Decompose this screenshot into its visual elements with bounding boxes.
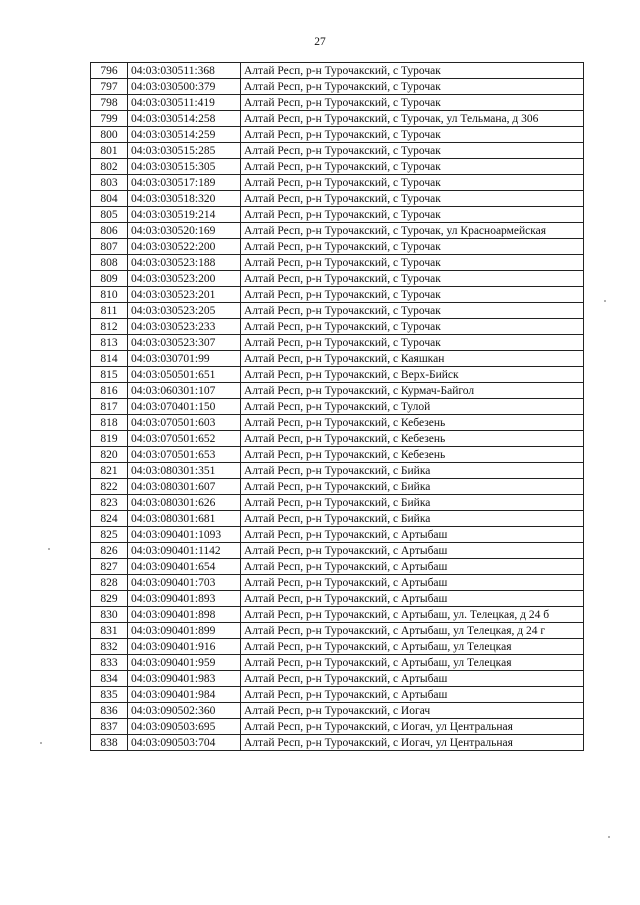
- row-number-cell: 808: [91, 255, 128, 271]
- address-cell: Алтай Респ, р-н Турочакский, с Турочак: [241, 79, 584, 95]
- scan-speck: [608, 836, 610, 838]
- address-cell: Алтай Респ, р-н Турочакский, с Турочак: [241, 303, 584, 319]
- row-number-cell: 803: [91, 175, 128, 191]
- table-row: [91, 735, 584, 751]
- address-cell: Алтай Респ, р-н Турочакский, с Артыбаш: [241, 591, 584, 607]
- address-cell: Алтай Респ, р-н Турочакский, с Бийка: [241, 479, 584, 495]
- cadastral-number-cell: 04:03:030517:189: [128, 175, 241, 191]
- table-row: [91, 527, 584, 543]
- cadastral-number-cell: 04:03:030518:320: [128, 191, 241, 207]
- table-row: [91, 607, 584, 623]
- row-number-cell: 812: [91, 319, 128, 335]
- table-row: [91, 383, 584, 399]
- address-cell: Алтай Респ, р-н Турочакский, с Турочак: [241, 319, 584, 335]
- cadastral-number-cell: 04:03:070501:652: [128, 431, 241, 447]
- address-cell: Алтай Респ, р-н Турочакский, с Турочак, ул Красноармейская: [241, 223, 584, 239]
- row-number-cell: 797: [91, 79, 128, 95]
- cadastral-number-cell: 04:03:070501:653: [128, 447, 241, 463]
- address-cell: Алтай Респ, р-н Турочакский, с Артыбаш, ул Телецкая, д 24 г: [241, 623, 584, 639]
- address-cell: Алтай Респ, р-н Турочакский, с Бийка: [241, 511, 584, 527]
- table-row: [91, 271, 584, 287]
- table-row: [91, 463, 584, 479]
- cadastral-number-cell: 04:03:090401:916: [128, 639, 241, 655]
- table-row: [91, 335, 584, 351]
- cadastral-number-cell: 04:03:090401:983: [128, 671, 241, 687]
- address-cell: Алтай Респ, р-н Турочакский, с Турочак: [241, 63, 584, 79]
- row-number-cell: 828: [91, 575, 128, 591]
- table-row: [91, 479, 584, 495]
- address-cell: Алтай Респ, р-н Турочакский, с Бийка: [241, 495, 584, 511]
- cadastral-number-cell: 04:03:090401:703: [128, 575, 241, 591]
- address-cell: Алтай Респ, р-н Турочакский, с Турочак, ул Тельмана, д 306: [241, 111, 584, 127]
- cadastral-number-cell: 04:03:030500:379: [128, 79, 241, 95]
- row-number-cell: 798: [91, 95, 128, 111]
- cadastral-number-cell: 04:03:030701:99: [128, 351, 241, 367]
- row-number-cell: 813: [91, 335, 128, 351]
- table-row: [91, 191, 584, 207]
- scan-speck: [604, 300, 606, 302]
- cadastral-number-cell: 04:03:080301:681: [128, 511, 241, 527]
- table-row: [91, 415, 584, 431]
- cadastral-number-cell: 04:03:030519:214: [128, 207, 241, 223]
- table-row: [91, 671, 584, 687]
- cadastral-number-cell: 04:03:090502:360: [128, 703, 241, 719]
- cadastral-number-cell: 04:03:080301:626: [128, 495, 241, 511]
- cadastral-number-cell: 04:03:030523:188: [128, 255, 241, 271]
- table-row: [91, 575, 584, 591]
- address-cell: Алтай Респ, р-н Турочакский, с Каяшкан: [241, 351, 584, 367]
- table-row: [91, 639, 584, 655]
- row-number-cell: 819: [91, 431, 128, 447]
- address-cell: Алтай Респ, р-н Турочакский, с Верх-Бийск: [241, 367, 584, 383]
- cadastral-number-cell: 04:03:090503:695: [128, 719, 241, 735]
- row-number-cell: 836: [91, 703, 128, 719]
- table-row: [91, 127, 584, 143]
- row-number-cell: 834: [91, 671, 128, 687]
- row-number-cell: 809: [91, 271, 128, 287]
- table-row: [91, 399, 584, 415]
- address-cell: Алтай Респ, р-н Турочакский, с Турочак: [241, 175, 584, 191]
- table-row: [91, 687, 584, 703]
- cadastral-number-cell: 04:03:030511:368: [128, 63, 241, 79]
- row-number-cell: 824: [91, 511, 128, 527]
- table-row: [91, 591, 584, 607]
- row-number-cell: 817: [91, 399, 128, 415]
- table-row: [91, 655, 584, 671]
- cadastral-number-cell: 04:03:030514:259: [128, 127, 241, 143]
- cadastral-number-cell: 04:03:030523:201: [128, 287, 241, 303]
- address-cell: Алтай Респ, р-н Турочакский, с Бийка: [241, 463, 584, 479]
- address-cell: Алтай Респ, р-н Турочакский, с Артыбаш: [241, 543, 584, 559]
- row-number-cell: 800: [91, 127, 128, 143]
- table-row: [91, 319, 584, 335]
- table-row: [91, 559, 584, 575]
- row-number-cell: 806: [91, 223, 128, 239]
- cadastral-number-cell: 04:03:030515:285: [128, 143, 241, 159]
- cadastral-number-cell: 04:03:030520:169: [128, 223, 241, 239]
- row-number-cell: 820: [91, 447, 128, 463]
- cadastral-number-cell: 04:03:090401:1142: [128, 543, 241, 559]
- cadastral-number-cell: 04:03:090401:984: [128, 687, 241, 703]
- cadastral-number-cell: 04:03:080301:607: [128, 479, 241, 495]
- table-row: [91, 543, 584, 559]
- row-number-cell: 822: [91, 479, 128, 495]
- address-cell: Алтай Респ, р-н Турочакский, с Турочак: [241, 127, 584, 143]
- table-row: [91, 207, 584, 223]
- table-row: [91, 431, 584, 447]
- table-row: [91, 367, 584, 383]
- cadastral-number-cell: 04:03:090401:893: [128, 591, 241, 607]
- cadastral-number-cell: 04:03:030523:307: [128, 335, 241, 351]
- address-cell: Алтай Респ, р-н Турочакский, с Турочак: [241, 255, 584, 271]
- table-row: [91, 239, 584, 255]
- table-row: [91, 159, 584, 175]
- row-number-cell: 825: [91, 527, 128, 543]
- row-number-cell: 796: [91, 63, 128, 79]
- row-number-cell: 804: [91, 191, 128, 207]
- row-number-cell: 837: [91, 719, 128, 735]
- row-number-cell: 831: [91, 623, 128, 639]
- cadastral-number-cell: 04:03:060301:107: [128, 383, 241, 399]
- row-number-cell: 826: [91, 543, 128, 559]
- row-number-cell: 805: [91, 207, 128, 223]
- address-cell: Алтай Респ, р-н Турочакский, с Иогач, ул Центральная: [241, 719, 584, 735]
- address-cell: Алтай Респ, р-н Турочакский, с Турочак: [241, 143, 584, 159]
- row-number-cell: 830: [91, 607, 128, 623]
- table-row: [91, 175, 584, 191]
- cadastral-number-cell: 04:03:090401:899: [128, 623, 241, 639]
- cadastral-number-cell: 04:03:030511:419: [128, 95, 241, 111]
- cadastral-number-cell: 04:03:090401:1093: [128, 527, 241, 543]
- table-row: [91, 287, 584, 303]
- scan-speck: [40, 742, 42, 744]
- address-cell: Алтай Респ, р-н Турочакский, с Артыбаш: [241, 559, 584, 575]
- row-number-cell: 802: [91, 159, 128, 175]
- address-cell: Алтай Респ, р-н Турочакский, с Кебезень: [241, 447, 584, 463]
- address-cell: Алтай Респ, р-н Турочакский, с Турочак: [241, 271, 584, 287]
- row-number-cell: 799: [91, 111, 128, 127]
- table-row: [91, 111, 584, 127]
- table-row: [91, 255, 584, 271]
- address-cell: Алтай Респ, р-н Турочакский, с Турочак: [241, 159, 584, 175]
- table-row: [91, 79, 584, 95]
- cadastral-number-cell: 04:03:090503:704: [128, 735, 241, 751]
- cadastral-number-cell: 04:03:080301:351: [128, 463, 241, 479]
- address-cell: Алтай Респ, р-н Турочакский, с Турочак: [241, 287, 584, 303]
- address-cell: Алтай Респ, р-н Турочакский, с Тулой: [241, 399, 584, 415]
- cadastral-number-cell: 04:03:030514:258: [128, 111, 241, 127]
- address-cell: Алтай Респ, р-н Турочакский, с Артыбаш: [241, 687, 584, 703]
- row-number-cell: 838: [91, 735, 128, 751]
- address-cell: Алтай Респ, р-н Турочакский, с Артыбаш: [241, 671, 584, 687]
- row-number-cell: 816: [91, 383, 128, 399]
- table-row: [91, 95, 584, 111]
- cadastral-number-cell: 04:03:030523:200: [128, 271, 241, 287]
- address-cell: Алтай Респ, р-н Турочакский, с Артыбаш, ул. Телецкая, д 24 б: [241, 607, 584, 623]
- address-cell: Алтай Респ, р-н Турочакский, с Турочак: [241, 239, 584, 255]
- row-number-cell: 818: [91, 415, 128, 431]
- table-row: [91, 447, 584, 463]
- cadastral-number-cell: 04:03:090401:654: [128, 559, 241, 575]
- table-row: [91, 63, 584, 79]
- cadastral-number-cell: 04:03:090401:898: [128, 607, 241, 623]
- address-cell: Алтай Респ, р-н Турочакский, с Артыбаш, ул Телецкая: [241, 639, 584, 655]
- cadastral-number-cell: 04:03:030523:205: [128, 303, 241, 319]
- table-row: [91, 351, 584, 367]
- table-row: [91, 143, 584, 159]
- registry-table-body: [91, 63, 584, 751]
- address-cell: Алтай Респ, р-н Турочакский, с Артыбаш, ул Телецкая: [241, 655, 584, 671]
- row-number-cell: 835: [91, 687, 128, 703]
- row-number-cell: 811: [91, 303, 128, 319]
- cadastral-number-cell: 04:03:050501:651: [128, 367, 241, 383]
- address-cell: Алтай Респ, р-н Турочакский, с Кебезень: [241, 431, 584, 447]
- cadastral-number-cell: 04:03:030515:305: [128, 159, 241, 175]
- row-number-cell: 829: [91, 591, 128, 607]
- scan-speck: [48, 548, 50, 550]
- table-row: [91, 719, 584, 735]
- table-row: [91, 223, 584, 239]
- row-number-cell: 833: [91, 655, 128, 671]
- address-cell: Алтай Респ, р-н Турочакский, с Турочак: [241, 335, 584, 351]
- row-number-cell: 832: [91, 639, 128, 655]
- address-cell: Алтай Респ, р-н Турочакский, с Турочак: [241, 95, 584, 111]
- row-number-cell: 827: [91, 559, 128, 575]
- address-cell: Алтай Респ, р-н Турочакский, с Турочак: [241, 191, 584, 207]
- cadastral-number-cell: 04:03:070501:603: [128, 415, 241, 431]
- row-number-cell: 807: [91, 239, 128, 255]
- address-cell: Алтай Респ, р-н Турочакский, с Иогач: [241, 703, 584, 719]
- address-cell: Алтай Респ, р-н Турочакский, с Кебезень: [241, 415, 584, 431]
- row-number-cell: 801: [91, 143, 128, 159]
- cadastral-number-cell: 04:03:070401:150: [128, 399, 241, 415]
- row-number-cell: 815: [91, 367, 128, 383]
- address-cell: Алтай Респ, р-н Турочакский, с Турочак: [241, 207, 584, 223]
- row-number-cell: 821: [91, 463, 128, 479]
- cadastral-number-cell: 04:03:030522:200: [128, 239, 241, 255]
- row-number-cell: 823: [91, 495, 128, 511]
- cadastral-number-cell: 04:03:030523:233: [128, 319, 241, 335]
- registry-table: [90, 62, 584, 751]
- table-row: [91, 495, 584, 511]
- table-row: [91, 511, 584, 527]
- table-row: [91, 703, 584, 719]
- address-cell: Алтай Респ, р-н Турочакский, с Иогач, ул Центральная: [241, 735, 584, 751]
- row-number-cell: 814: [91, 351, 128, 367]
- cadastral-number-cell: 04:03:090401:959: [128, 655, 241, 671]
- table-row: [91, 303, 584, 319]
- table-row: [91, 623, 584, 639]
- address-cell: Алтай Респ, р-н Турочакский, с Артыбаш: [241, 575, 584, 591]
- address-cell: Алтай Респ, р-н Турочакский, с Курмач-Байгол: [241, 383, 584, 399]
- page-number: 27: [314, 36, 326, 48]
- address-cell: Алтай Респ, р-н Турочакский, с Артыбаш: [241, 527, 584, 543]
- row-number-cell: 810: [91, 287, 128, 303]
